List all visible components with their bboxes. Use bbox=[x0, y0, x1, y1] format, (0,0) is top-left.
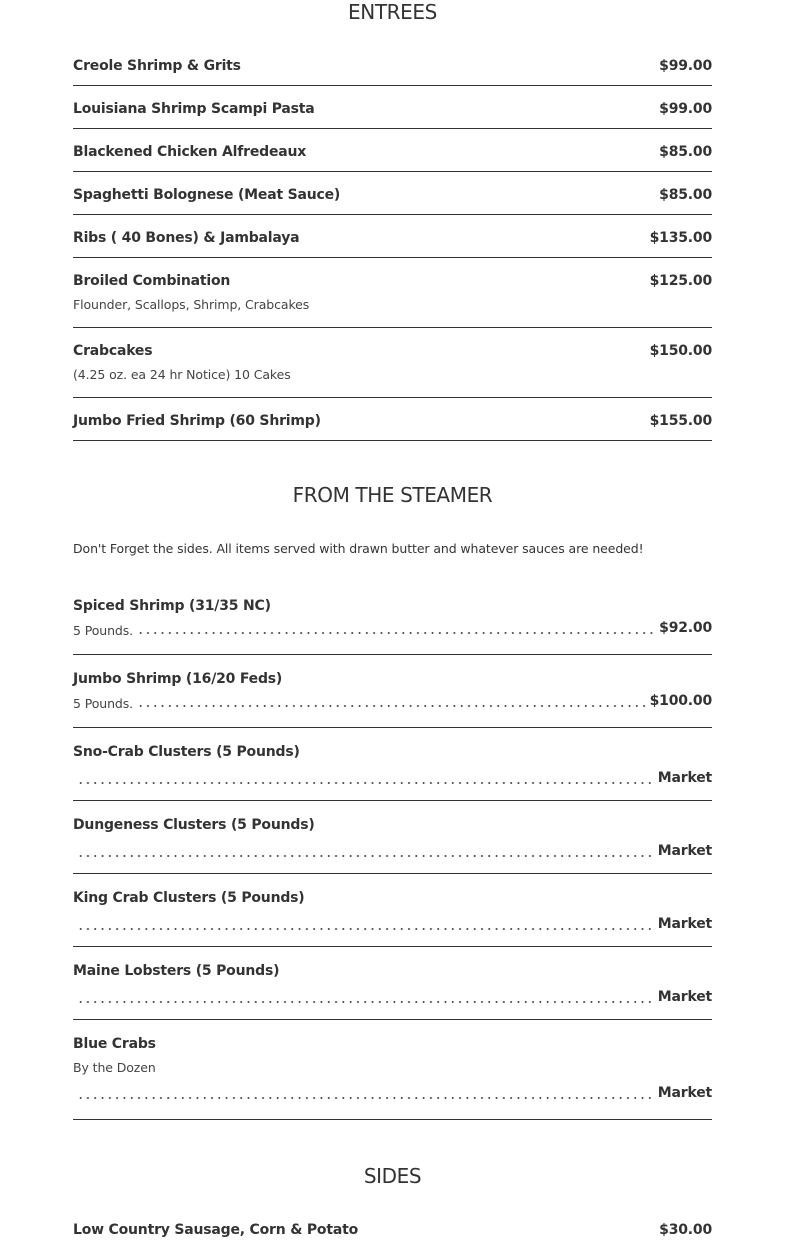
steamer-price: Market bbox=[657, 843, 712, 859]
steamer-item bbox=[73, 963, 712, 1020]
steamer-intro: Don't Forget the sides. All items served with drawn butter and whatever sauces are needed! bbox=[73, 541, 644, 556]
entree-price: $99.00 bbox=[659, 58, 712, 74]
entree-name: Creole Shrimp & Grits bbox=[73, 58, 241, 74]
steamer-price-line bbox=[73, 1083, 712, 1103]
steamer-price: Market bbox=[657, 770, 712, 786]
entree-item bbox=[73, 273, 712, 328]
entree-item bbox=[73, 343, 712, 398]
steamer-description: 5 Pounds. bbox=[73, 623, 134, 638]
steamer-price: $92.00 bbox=[659, 620, 712, 636]
side-item bbox=[73, 1222, 712, 1238]
entree-name: Spaghetti Bolognese (Meat Sauce) bbox=[73, 187, 341, 203]
steamer-item bbox=[73, 671, 712, 728]
entree-price: $155.00 bbox=[649, 413, 712, 429]
steamer-item bbox=[73, 890, 712, 947]
entree-item bbox=[73, 230, 712, 258]
steamer-item bbox=[73, 598, 712, 655]
dot-leader bbox=[77, 1097, 656, 1099]
steamer-name: King Crab Clusters (5 Pounds) bbox=[73, 890, 305, 906]
entree-item bbox=[73, 58, 712, 86]
entree-price: $85.00 bbox=[659, 187, 712, 203]
entree-price: $125.00 bbox=[649, 273, 712, 289]
steamer-description: 5 Pounds. bbox=[73, 696, 134, 711]
entree-price: $150.00 bbox=[649, 343, 712, 359]
steamer-name: Maine Lobsters (5 Pounds) bbox=[73, 963, 280, 979]
entree-name: Blackened Chicken Alfredeaux bbox=[73, 144, 307, 160]
entree-item bbox=[73, 144, 712, 172]
steamer-item bbox=[73, 817, 712, 874]
steamer-price: Market bbox=[657, 989, 712, 1005]
steamer-name: Jumbo Shrimp (16/20 Feds) bbox=[73, 671, 283, 687]
steamer-title: FROM THE STEAMER bbox=[292, 483, 493, 507]
dot-leader bbox=[137, 705, 648, 707]
steamer-item bbox=[73, 1036, 712, 1120]
steamer-name: Sno-Crab Clusters (5 Pounds) bbox=[73, 744, 300, 760]
steamer-name: Dungeness Clusters (5 Pounds) bbox=[73, 817, 315, 833]
entrees-list bbox=[73, 58, 712, 441]
sides-list bbox=[73, 1222, 712, 1238]
entree-name: Ribs ( 40 Bones) & Jambalaya bbox=[73, 230, 300, 246]
dot-leader bbox=[77, 928, 656, 930]
steamer-price-line bbox=[73, 768, 712, 788]
entree-item bbox=[73, 413, 712, 441]
dot-leader bbox=[77, 782, 656, 784]
entree-item bbox=[73, 187, 712, 215]
steamer-name: Blue Crabs bbox=[73, 1036, 156, 1052]
steamer-list bbox=[73, 598, 712, 1120]
dot-leader bbox=[137, 632, 657, 634]
entree-price: $135.00 bbox=[649, 230, 712, 246]
side-name: Low Country Sausage, Corn & Potato bbox=[73, 1222, 359, 1238]
steamer-price: Market bbox=[657, 1085, 712, 1101]
steamer-price-line bbox=[73, 622, 712, 638]
steamer-price: Market bbox=[657, 916, 712, 932]
steamer-price-line bbox=[73, 841, 712, 861]
steamer-price-line bbox=[73, 695, 712, 711]
dot-leader bbox=[77, 855, 656, 857]
entree-name: Broiled Combination bbox=[73, 273, 231, 289]
entree-description: Flounder, Scallops, Shrimp, Crabcakes bbox=[73, 297, 310, 312]
entree-name: Crabcakes bbox=[73, 343, 153, 359]
sides-title: SIDES bbox=[363, 1164, 422, 1188]
steamer-subdescription: By the Dozen bbox=[73, 1060, 156, 1075]
steamer-price-line bbox=[73, 987, 712, 1007]
entree-item bbox=[73, 101, 712, 129]
steamer-name: Spiced Shrimp (31/35 NC) bbox=[73, 598, 271, 614]
dot-leader bbox=[77, 1001, 656, 1003]
steamer-price: $100.00 bbox=[649, 693, 712, 709]
side-price: $30.00 bbox=[659, 1222, 712, 1238]
entree-name: Louisiana Shrimp Scampi Pasta bbox=[73, 101, 315, 117]
entree-price: $85.00 bbox=[659, 144, 712, 160]
entree-name: Jumbo Fried Shrimp (60 Shrimp) bbox=[73, 413, 321, 429]
entrees-title: ENTREES bbox=[348, 0, 437, 24]
entree-description: (4.25 oz. ea 24 hr Notice) 10 Cakes bbox=[73, 367, 291, 382]
entree-price: $99.00 bbox=[659, 101, 712, 117]
steamer-item bbox=[73, 744, 712, 801]
steamer-price-line bbox=[73, 914, 712, 934]
